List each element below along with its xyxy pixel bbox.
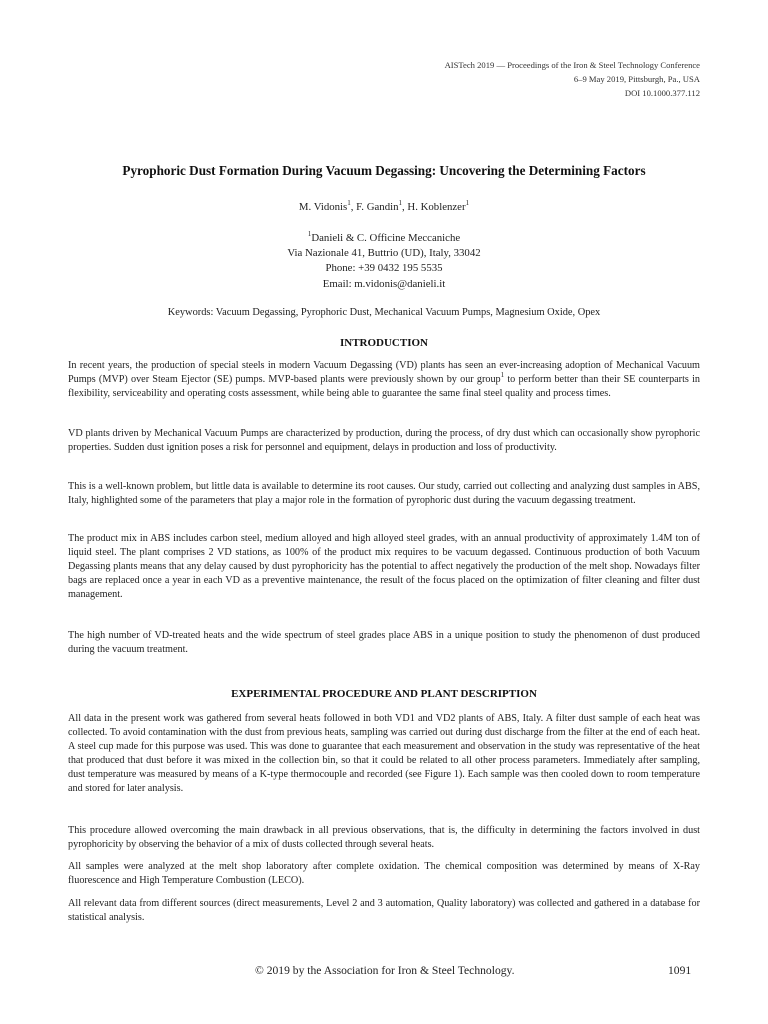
conference-header xyxy=(445,58,700,100)
affiliation-org: Danieli & C. Officine Meccaniche xyxy=(311,232,461,244)
section-heading-experimental: EXPERIMENTAL PROCEDURE AND PLANT DESCRIPTION xyxy=(231,688,537,700)
affiliation-mark: 1 xyxy=(307,230,312,238)
author-name: F. Gandin xyxy=(356,201,399,213)
conference-name: AISTech 2019 — Proceedings of the Iron & Steel Technology Conference xyxy=(444,60,700,70)
paragraph-text: In recent years, the production of special steels in modern Vacuum Degassing (VD) plants has seen an ever-increasing adoption of Mechanical Vacuum Pumps (MVP) over Steam Ejector (SE) pumps. MVP-based plants were previously shown by our group xyxy=(68,360,700,385)
affiliation-phone: Phone: +39 0432 195 5535 xyxy=(325,262,443,275)
paragraph: All samples were analyzed at the melt shop laboratory after complete oxidation. The chemical composition was determined by means of X-Ray fluorescence and High Temperature Combustion (LECO). xyxy=(68,861,700,886)
doi: DOI 10.1000.377.112 xyxy=(624,88,700,98)
affiliation-block xyxy=(0,231,768,292)
affiliation-email: Email: m.vidonis@danieli.it xyxy=(322,277,446,290)
author-affiliation-mark: 1 xyxy=(398,199,402,207)
affiliation-address: Via Nazionale 41, Buttrio (UD), Italy, 33042 xyxy=(287,247,481,260)
author-name: H. Koblenzer xyxy=(407,201,466,213)
keywords: Keywords: Vacuum Degassing, Pyrophoric Dust, Mechanical Vacuum Pumps, Magnesium Oxide, Opex xyxy=(167,307,601,318)
paragraph: The high number of VD-treated heats and the wide spectrum of steel grades place ABS in a unique position to study the phenomenon of dust produced during the vacuum treatment. xyxy=(68,630,700,655)
paragraph: VD plants driven by Mechanical Vacuum Pumps are characterized by production, during the process, of dry dust which can occasionally show pyrophoric properties. Sudden dust ignition poses a risk for personnel and equipment, delays in production and loss of productivity. xyxy=(68,428,700,453)
paper-title: Pyrophoric Dust Formation During Vacuum Degassing: Uncovering the Determining Factors xyxy=(122,163,646,178)
page-number: 1091 xyxy=(668,964,692,977)
author-affiliation-mark: 1 xyxy=(465,199,470,207)
section-heading-introduction: INTRODUCTION xyxy=(339,337,428,349)
author-affiliation-mark: 1 xyxy=(347,199,351,207)
paragraph: All data in the present work was gathered from several heats followed in both VD1 and VD2 plants of ABS, Italy. A filter dust sample of each heat was collected. To avoid contamination with the dust from previous heats, sampling was carried out during dust discharge from the filter at the end of each heat. A steel cup made for this purpose was used. This was done to guarantee that each measurement and observation in the study was representative of the heat that produced that dust before it was mixed in the collection bin, so that it could be related to all other process parameters. Immediately after sampling, dust temperature was measured by means of a K-type thermocouple and recorded (see Figure 1). Each sample was then cooled down to room temperature and stored for later analysis. xyxy=(68,713,700,794)
paragraph: All relevant data from different sources (direct measurements, Level 2 and 3 automation, Quality laboratory) was collected and gathered in a database for statistical analysis. xyxy=(68,898,700,923)
paragraph: The product mix in ABS includes carbon steel, medium alloyed and high alloyed steel grades, with an annual productivity of approximately 1.4M ton of liquid steel. The plant comprises 2 VD stations, as 100% of the product mix requires to be vacuum degassed. Continuous production of both Vacuum Degassing plants means that any delay caused by dust pyrophoricity has the potential to affect negatively the production of the melt shop. Nowadays filter bags are replaced once a year in each VD as a preventive maintenance, the result of the focus placed on the optimization of filter cleaning and filter dust management. xyxy=(68,533,700,600)
paragraph-text: to perform better than their SE counterparts in flexibility, serviceability and operating costs assessment, while being able to guarantee the same final steel quality and process times. xyxy=(68,373,700,399)
paragraph xyxy=(68,359,700,401)
author-list xyxy=(0,201,768,213)
paragraph: This is a well-known problem, but little data is available to determine its root causes. Our study, carried out collecting and analyzing dust samples in ABS, Italy, highlighted some of the parameters that play a major role in the formation of pyrophoric dust during the vacuum degassing treatment. xyxy=(68,481,700,506)
conference-date-location: 6–9 May 2019, Pittsburgh, Pa., USA xyxy=(573,74,700,84)
author-name: M. Vidonis xyxy=(298,201,348,213)
copyright-notice: © 2019 by the Association for Iron & Steel Technology. xyxy=(255,964,515,977)
paragraph: This procedure allowed overcoming the main drawback in all previous observations, that is, the difficulty in determining the factors involved in dust pyrophoricity by observing the behavior of a mix of dusts collected through several heats. xyxy=(68,825,700,850)
reference-mark: 1 xyxy=(500,370,505,379)
author-separator: , xyxy=(350,201,357,213)
author-separator: , xyxy=(402,201,408,213)
